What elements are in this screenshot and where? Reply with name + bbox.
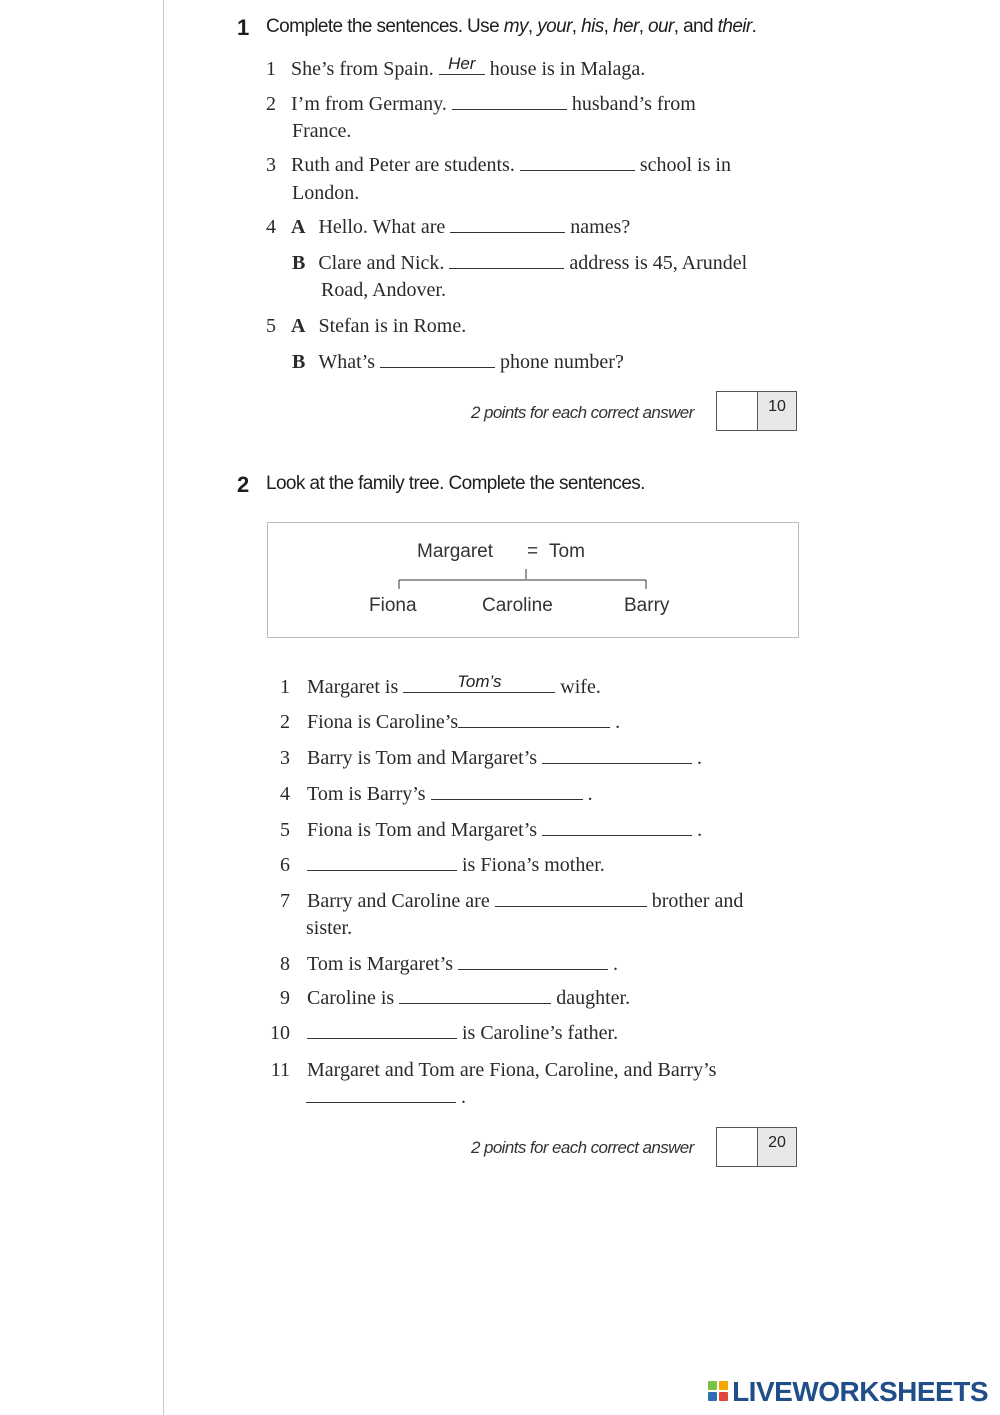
s1-item-4b-cont: Road, Andover. — [321, 279, 446, 301]
s2-item-3-blank[interactable] — [542, 745, 692, 764]
tree-connector-lines — [268, 523, 798, 637]
tree-caroline: Caroline — [482, 595, 553, 616]
liveworksheets-brand — [708, 1376, 988, 1408]
s2-item-10-blank[interactable] — [307, 1020, 457, 1039]
section-2-instruction: Look at the family tree. Complete the sentences. — [266, 473, 645, 494]
s1-score-total: 10 — [758, 392, 796, 430]
s2-item-1-blank[interactable]: Tom’s — [403, 674, 555, 693]
s2-points-text: 2 points for each correct answer — [471, 1138, 694, 1157]
s2-item-8-blank[interactable] — [458, 951, 608, 970]
tree-tom: Tom — [549, 541, 585, 562]
s2-item-4: 4 Tom is Barry’s . — [280, 783, 593, 805]
s1-score-input[interactable] — [717, 392, 758, 430]
s2-item-3: 3 Barry is Tom and Margaret’s . — [280, 747, 703, 769]
s2-score-box — [716, 1127, 797, 1167]
s1-item-3-cont: London. — [292, 182, 360, 204]
tree-fiona: Fiona — [369, 595, 417, 616]
family-tree — [267, 522, 799, 638]
tree-margaret: Margaret — [417, 541, 494, 562]
s1-item-4b: B Clare and Nick. address is 45, Arundel — [292, 252, 748, 274]
s2-item-1: 1 Margaret is $^{Tom’s}$ wife. — [280, 672, 601, 698]
s2-item-11-blank[interactable] — [306, 1084, 456, 1103]
s2-item-10: 10 is Caroline’s father. — [270, 1022, 619, 1044]
s1-item-4b-blank[interactable] — [449, 250, 564, 269]
page-margin-rule — [163, 0, 164, 1415]
s2-item-2: 2 Fiona is Caroline’s . — [280, 711, 621, 733]
s2-item-11: 11 Margaret and Tom are Fiona, Caroline, and Barry’s — [270, 1059, 717, 1081]
s2-item-5: 5 Fiona is Tom and Margaret’s . — [280, 819, 703, 841]
s2-item-8: 8 Tom is Margaret’s . — [280, 953, 618, 975]
s2-item-7-blank[interactable] — [495, 888, 647, 907]
tree-equals: = — [527, 541, 539, 562]
s2-item-6: 6 is Fiona’s mother. — [280, 854, 605, 876]
s2-item-7: 7 Barry and Caroline are brother and — [280, 890, 744, 912]
s1-item-2-blank[interactable] — [452, 91, 567, 110]
s1-item-5b-blank[interactable] — [380, 349, 495, 368]
liveworksheets-logo-icon — [708, 1380, 730, 1404]
s1-item-2-cont: France. — [292, 120, 352, 142]
section-1-number: 1 — [237, 15, 249, 40]
s2-item-9: 9 Caroline is daughter. — [280, 987, 631, 1009]
s1-item-5a: 5 A Stefan is in Rome. — [266, 315, 467, 337]
s1-item-1: 1 She’s from Spain. $^{Her}$ house is in Malaga. — [266, 54, 646, 80]
section-1-instruction: Complete the sentences. Use my, your, his, her, our, and their. — [266, 16, 757, 37]
s1-item-3: 3 Ruth and Peter are students. school is in — [266, 154, 731, 176]
section-2-number: 2 — [237, 472, 249, 497]
s2-item-9-blank[interactable] — [399, 985, 551, 1004]
s2-item-4-blank[interactable] — [431, 781, 583, 800]
s2-item-6-blank[interactable] — [307, 852, 457, 871]
s1-item-3-blank[interactable] — [520, 152, 635, 171]
s2-score-input[interactable] — [717, 1128, 758, 1166]
s2-item-2-blank[interactable] — [458, 709, 610, 728]
s2-item-11-cont: . — [306, 1084, 466, 1111]
s2-score-total: 20 — [758, 1128, 796, 1166]
s2-item-5-blank[interactable] — [542, 817, 692, 836]
tree-barry: Barry — [624, 595, 670, 616]
s1-item-1-blank[interactable]: Her — [439, 56, 485, 75]
liveworksheets-wordmark: LIVEWORKSHEETS — [732, 1376, 988, 1407]
s1-item-4a-blank[interactable] — [450, 214, 565, 233]
s1-score-box — [716, 391, 797, 431]
s1-points-text: 2 points for each correct answer — [471, 403, 694, 422]
s2-item-7-cont: sister. — [306, 917, 353, 939]
s1-item-5b: B What’s phone number? — [292, 351, 624, 373]
s1-item-4a: 4 A Hello. What are names? — [266, 216, 631, 238]
s1-item-2: 2 I’m from Germany. husband’s from — [266, 93, 696, 115]
